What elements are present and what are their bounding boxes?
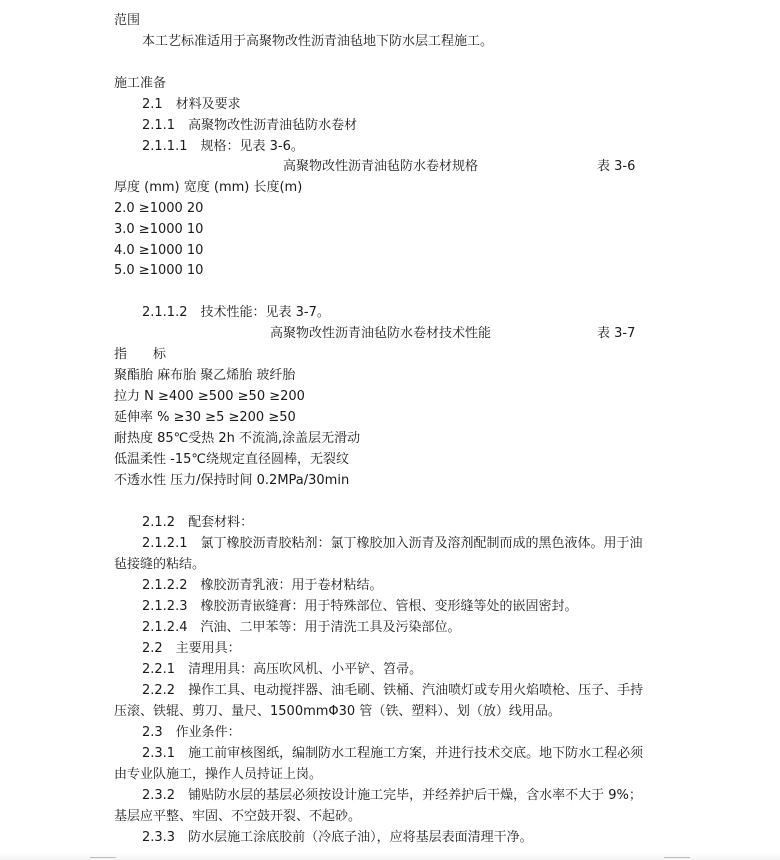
section-2-3-1-cont: 由专业队施工，操作人员持证上岗。 xyxy=(114,767,323,782)
table-3-7-row: 不透水性 压力/保持时间 0.2MPa/30min xyxy=(114,473,350,488)
section-2-3-2-cont: 基层应平整、牢固、不空鼓开裂、不起砂。 xyxy=(114,809,362,824)
section-2-1-2-2: 2.1.2.2 橡胶沥青乳液：用于卷材粘结。 xyxy=(142,578,383,593)
page-corner-mark-right xyxy=(664,857,690,858)
section-2-2-2: 2.2.2 操作工具、电动搅拌器、油毛刷、铁桶、汽油喷灯或专用火焰喷枪、压子、手持 xyxy=(142,683,644,698)
table-3-6-header: 厚度 (mm) 宽度 (mm) 长度(m) xyxy=(114,180,303,195)
scope-paragraph: 本工艺标准适用于高聚物改性沥青油毡地下防水层工程施工。 xyxy=(142,34,494,49)
table-3-7-number: 表 3-7 xyxy=(597,326,636,341)
table-3-7-row: 延伸率 % ≥30 ≥5 ≥200 ≥50 xyxy=(114,410,296,425)
section-2-1-1-2: 2.1.1.2 技术性能：见表 3-7。 xyxy=(142,305,330,320)
page-corner-mark-left xyxy=(90,857,116,858)
section-2-2-2-cont: 压滚、铁辊、剪刀、量尺、1500mmΦ30 管（铁、塑料）、划（放）线用品。 xyxy=(114,704,561,719)
table-3-6-row: 3.0 ≥1000 10 xyxy=(114,222,204,237)
table-3-6-number: 表 3-6 xyxy=(597,159,636,174)
section-2-1-1: 2.1.1 高聚物改性沥青油毡防水卷材 xyxy=(142,118,358,133)
table-3-7-row: 拉力 N ≥400 ≥500 ≥50 ≥200 xyxy=(114,389,305,404)
table-3-6-row: 2.0 ≥1000 20 xyxy=(114,201,204,216)
page-bottom-shadow xyxy=(0,852,780,860)
section-2-3: 2.3 作业条件： xyxy=(142,725,241,740)
table-3-6-row: 4.0 ≥1000 10 xyxy=(114,243,204,258)
table-3-7-subheader: 聚酯胎 麻布胎 聚乙烯胎 玻纤胎 xyxy=(114,368,296,383)
table-3-7-header: 指 标 xyxy=(114,347,167,362)
table-3-6-title: 高聚物改性沥青油毡防水卷材规格 xyxy=(283,159,479,174)
section-2-1-2-1-cont: 毡接缝的粘结。 xyxy=(114,557,206,572)
section-2-2-1: 2.2.1 清理用具：高压吹风机、小平铲、笤帚。 xyxy=(142,662,423,677)
table-3-7-row: 耐热度 85℃受热 2h 不流淌,涂盖层无滑动 xyxy=(114,431,361,446)
section-2-1-2-3: 2.1.2.3 橡胶沥青嵌缝膏：用于特殊部位、管根、变形缝等处的嵌固密封。 xyxy=(142,599,578,614)
section-2-1-1-1: 2.1.1.1 规格：见表 3-6。 xyxy=(142,139,304,154)
section-2-3-1: 2.3.1 施工前审核图纸，编制防水工程施工方案，并进行技术交底。地下防水工程必须 xyxy=(142,746,644,761)
table-3-7-row: 低温柔性 -15℃绕规定直径圆棒，无裂纹 xyxy=(114,452,349,467)
section-2-3-2: 2.3.2 铺贴防水层的基层必须按设计施工完毕，并经养护后干燥，含水率不大于 9%； xyxy=(142,788,642,803)
table-3-7-title: 高聚物改性沥青油毡防水卷材技术性能 xyxy=(270,326,492,341)
section-2-3-3: 2.3.3 防水层施工涂底胶前（冷底子油），应将基层表面清理干净。 xyxy=(142,830,533,845)
table-3-6-row: 5.0 ≥1000 10 xyxy=(114,263,204,278)
section-2-1: 2.1 材料及要求 xyxy=(142,97,241,112)
section-2-1-2-4: 2.1.2.4 汽油、二甲苯等：用于清洗工具及污染部位。 xyxy=(142,620,461,635)
section-2-2: 2.2 主要用具： xyxy=(142,641,241,656)
section-2-1-2-1: 2.1.2.1 氯丁橡胶沥青胶粘剂：氯丁橡胶加入沥青及溶剂配制而成的黑色液体。用于油 xyxy=(142,536,643,551)
heading-scope: 范围 xyxy=(114,13,141,28)
section-2-1-2: 2.1.2 配套材料： xyxy=(142,515,254,530)
heading-preparation: 施工准备 xyxy=(114,76,167,91)
